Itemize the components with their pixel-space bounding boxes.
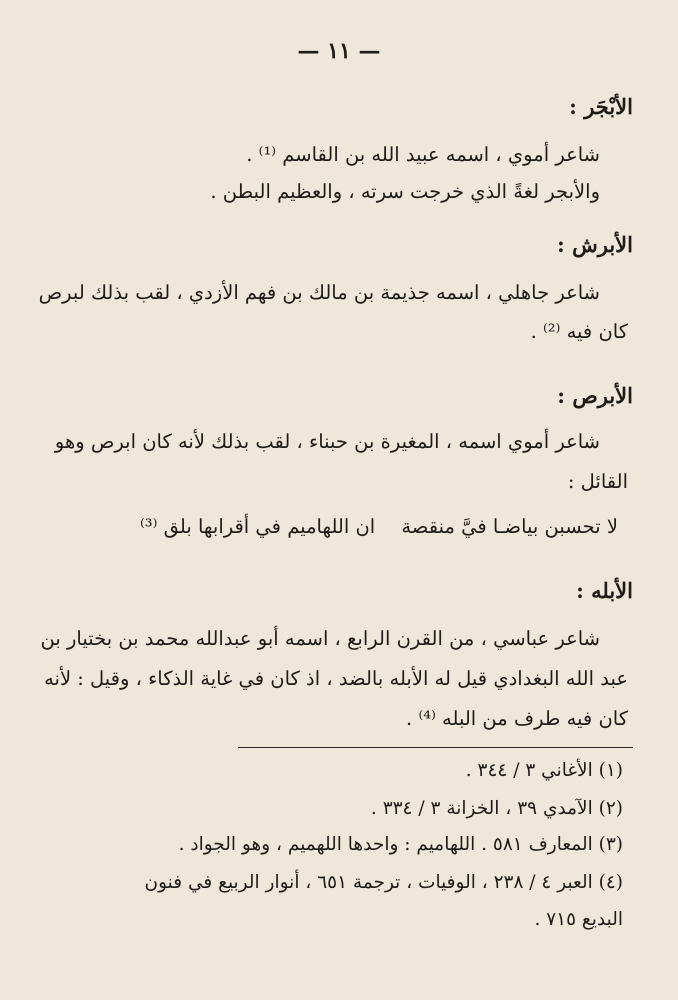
entry-line: كان فيه ⁽²⁾ . — [530, 320, 628, 343]
footnote: (٢) الآمدي ٣٩ ، الخزانة ٣ / ٣٣٤ . — [370, 798, 623, 819]
entry-heading-abrash: الأبرش : — [557, 232, 633, 257]
footnote: البديع ٧١٥ . — [534, 909, 623, 930]
entry-line: شاعر أموي اسمه ، المغيرة بن حبناء ، لقب بذلك لأنه كان ابرص وهو — [54, 430, 600, 453]
page-number: — ١١ — — [297, 38, 381, 64]
entry-line: شاعر جاهلي ، اسمه جذيمة بن مالك بن فهم الأزدي ، لقب بذلك لبرص — [38, 281, 600, 304]
footnote: (٤) العبر ٤ / ٢٣٨ ، الوفيات ، ترجمة ٦٥١ ، أنوار الربيع في فنون — [144, 872, 623, 893]
entry-line: والأبجر لغةً الذي خرجت سرته ، والعظيم البطن . — [210, 180, 600, 203]
footnote-divider — [238, 747, 633, 748]
entry-heading-ablah: الأبله : — [576, 578, 633, 603]
footnote: (١) الأغاني ٣ / ٣٤٤ . — [465, 760, 623, 781]
poetry-verse — [140, 515, 618, 538]
entry-line: شاعر أموي ، اسمه عبيد الله بن القاسم ⁽¹⁾ . — [246, 143, 600, 166]
footnote: (٣) المعارف ٥٨١ . اللهاميم : واحدها اللهميم ، وهو الجواد . — [178, 834, 623, 855]
entry-line: القائل : — [567, 470, 628, 493]
entry-heading-abjar: الأبْجَر : — [569, 94, 633, 119]
entry-line: كان فيه طرف من البله ⁽⁴⁾ . — [406, 707, 628, 730]
entry-line: شاعر عباسي ، من القرن الرابع ، اسمه أبو عبدالله محمد بن بختيار بن — [40, 627, 600, 650]
entry-line: عبد الله البغدادي قيل له الأبله بالضد ، اذ كان في غاية الذكاء ، وقيل : لأنه — [44, 667, 628, 690]
verse-first-hemistich: لا تحسبن بياضـا فيَّ منقصة — [401, 515, 618, 538]
verse-second-hemistich: ان اللهاميم في أقرابها بلق ⁽³⁾ — [140, 515, 376, 538]
entry-heading-abras: الأبرص : — [557, 383, 633, 408]
